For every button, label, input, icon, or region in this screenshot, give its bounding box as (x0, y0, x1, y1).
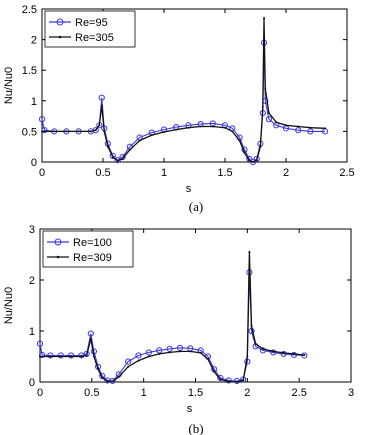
legend-label-1: Re=100 (73, 237, 112, 249)
y-tick-label: 2 (30, 34, 37, 47)
series-2-point (163, 131, 165, 133)
series-2-point (248, 160, 250, 162)
legend-label-2: Re=305 (75, 32, 114, 44)
series-2-point (179, 350, 181, 352)
series-2-point (231, 130, 233, 132)
y-tick-label: 0.5 (21, 126, 37, 139)
series-2-point (175, 129, 177, 131)
series-2-point (219, 378, 221, 380)
series-2-point (293, 353, 295, 355)
chart-a (3, 4, 355, 214)
series-2-point (309, 127, 311, 129)
series-2-point (297, 126, 299, 128)
x-tick-label: 0.5 (95, 167, 111, 179)
series-2-point (259, 146, 261, 148)
series-2-point (137, 360, 139, 362)
series-2-point (224, 127, 226, 129)
chart-caption: (a) (188, 199, 204, 214)
series-2-point (112, 380, 114, 382)
series-2-point (39, 356, 41, 358)
series-2-point (239, 140, 241, 142)
legend-label-1: Re=95 (75, 17, 108, 29)
series-2-point (263, 17, 265, 19)
series-2-point (41, 130, 43, 132)
series-2-point (78, 130, 80, 132)
series-2-point (169, 351, 171, 353)
y-axis-label: Nu/Nu0 (3, 66, 15, 105)
y-tick-label: 2 (28, 275, 35, 287)
series-2-point (101, 377, 103, 379)
series-2-point (112, 156, 114, 158)
y-tick-label: 1 (30, 95, 37, 108)
series-2-point (60, 356, 62, 358)
series-2-point (200, 352, 202, 354)
series-2-point (127, 366, 129, 368)
series-2-point (118, 376, 120, 378)
series-2-point (93, 356, 95, 358)
series-2-point (129, 149, 131, 151)
series-2-point (107, 146, 109, 148)
series-2-point (90, 130, 92, 132)
x-axis-label: s (186, 403, 193, 415)
series-2-point (200, 126, 202, 128)
legend-marker-2 (59, 36, 62, 39)
x-tick-label: 1.5 (217, 167, 233, 179)
series-2-point (228, 380, 230, 382)
series-2-point (268, 112, 270, 114)
series-2-point (148, 356, 150, 358)
x-tick-label: 2 (282, 167, 290, 179)
y-tick-label: 2.5 (21, 4, 37, 16)
x-axis-label: s (185, 183, 192, 195)
series-2-point (252, 161, 254, 163)
series-2-point (236, 381, 238, 383)
series-2-point (275, 121, 277, 123)
series-2-point (101, 105, 103, 107)
series-2-point (244, 152, 246, 154)
series-2-point (151, 134, 153, 136)
series-2-point (256, 159, 258, 161)
series-2-point (272, 350, 274, 352)
chart-b (3, 224, 354, 435)
chart-caption: (b) (188, 421, 204, 435)
series-2-point (248, 251, 250, 253)
series-2-point (117, 160, 119, 162)
series-2-point (90, 338, 92, 340)
x-tick-label: 3 (347, 387, 355, 399)
y-tick-label: 0 (28, 377, 35, 389)
legend-label-2: Re=309 (73, 252, 112, 264)
series-2-point (139, 140, 141, 142)
x-tick-label: 1 (140, 387, 147, 399)
legend-marker-2 (57, 256, 60, 259)
series-2-point (212, 126, 214, 128)
y-tick-label: 0 (30, 157, 37, 169)
series-2-point (70, 356, 72, 358)
series-2-point (53, 130, 55, 132)
series-2-point (246, 356, 248, 358)
series-2-point (262, 348, 264, 350)
x-tick-label: 2.5 (291, 387, 307, 399)
x-tick-label: 1.5 (187, 387, 204, 399)
x-tick-label: 0 (38, 167, 46, 179)
series-2-point (324, 127, 326, 129)
series-2-point (262, 106, 264, 108)
series-2-point (95, 129, 97, 131)
series-2-point (255, 343, 257, 345)
series-2-point (80, 356, 82, 358)
y-axis-label: Nu/Nu0 (3, 286, 15, 325)
y-tick-label: 1 (28, 326, 35, 338)
x-tick-label: 0 (36, 387, 44, 399)
x-tick-label: 2 (244, 387, 251, 399)
series-2-point (189, 350, 191, 352)
series-2-point (103, 130, 105, 132)
x-tick-label: 2.5 (339, 167, 355, 179)
series-2-point (97, 368, 99, 370)
y-tick-label: 3 (28, 224, 35, 236)
series-2-point (158, 353, 160, 355)
x-tick-label: 0.5 (84, 387, 100, 399)
series-2-point (207, 358, 209, 360)
series-2-point (65, 130, 67, 132)
series-2-point (303, 354, 305, 356)
series-2-point (264, 88, 266, 90)
series-2-point (86, 354, 88, 356)
series-2-point (106, 380, 108, 382)
series-2-point (98, 124, 100, 126)
series-2-point (213, 371, 215, 373)
series-2-point (187, 127, 189, 129)
series-2-point (49, 356, 51, 358)
x-tick-label: 1 (160, 167, 168, 179)
series-2-point (242, 379, 244, 381)
y-tick-label: 1.5 (21, 65, 37, 78)
series-2-point (283, 352, 285, 354)
series-2-point (285, 124, 287, 126)
series-2-point (250, 325, 252, 327)
series-2-point (122, 158, 124, 160)
